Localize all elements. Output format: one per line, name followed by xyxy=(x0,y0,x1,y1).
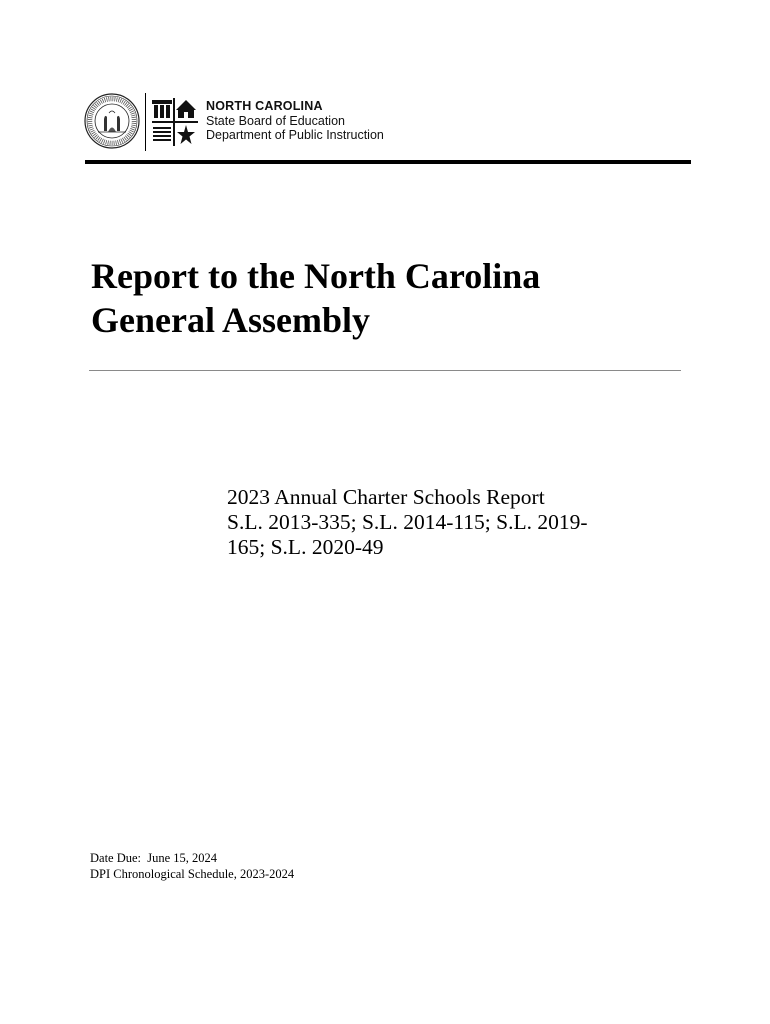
org-state-name: NORTH CAROLINA xyxy=(206,99,323,113)
org-board-name: State Board of Education xyxy=(206,113,345,128)
date-due: Date Due: June 15, 2024 xyxy=(90,851,218,865)
header-rule xyxy=(85,160,691,164)
title-rule xyxy=(89,370,681,371)
report-title-line-2: General Assembly xyxy=(91,300,370,340)
organization-name-block xyxy=(206,99,384,143)
report-subtitle xyxy=(227,485,687,560)
org-department-name: Department of Public Instruction xyxy=(206,128,384,142)
report-subtitle-line-3: 165; S.L. 2020-49 xyxy=(227,535,384,559)
report-title-line-1: Report to the North Carolina xyxy=(91,256,541,296)
report-subtitle-line-2: S.L. 2013-335; S.L. 2014-115; S.L. 2019- xyxy=(227,510,588,534)
nc-dpi-logo-icon xyxy=(150,96,200,148)
dpi-schedule: DPI Chronological Schedule, 2023-2024 xyxy=(90,867,295,881)
report-title xyxy=(91,254,691,342)
header-divider xyxy=(145,93,146,151)
footer-info xyxy=(90,850,294,882)
nc-state-board-seal-icon xyxy=(84,93,140,149)
report-subtitle-line-1: 2023 Annual Charter Schools Report xyxy=(227,485,545,509)
